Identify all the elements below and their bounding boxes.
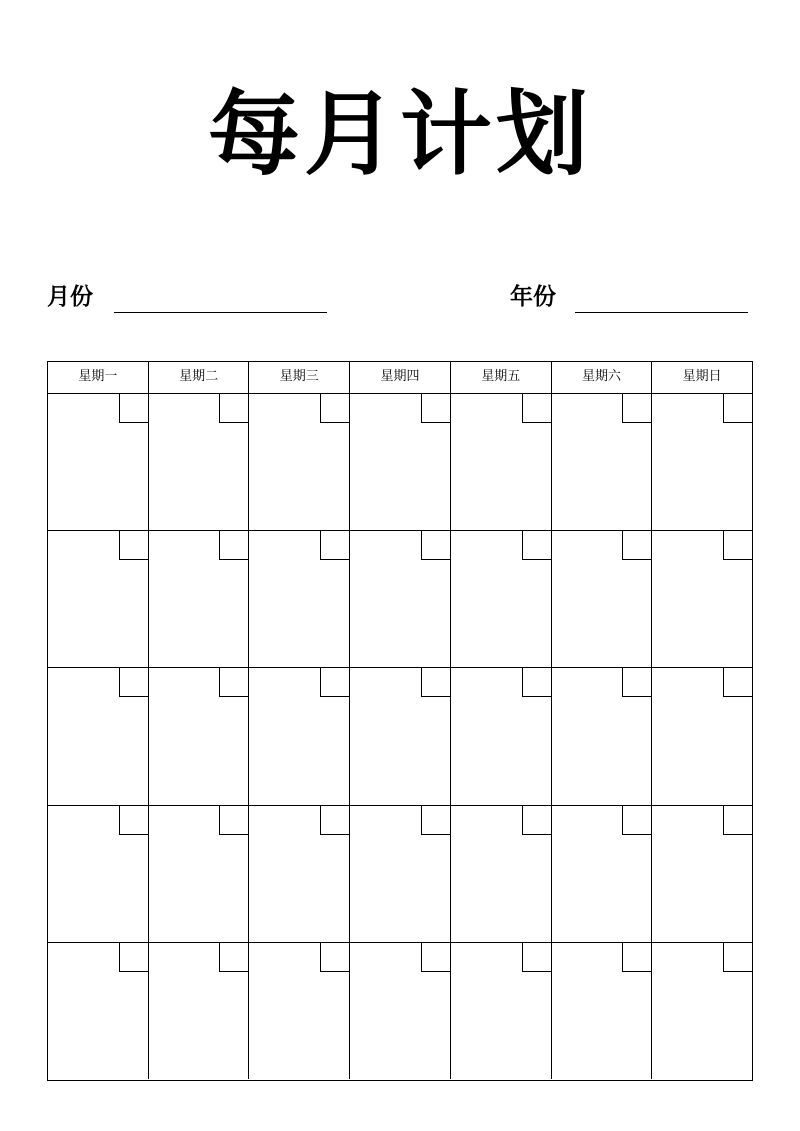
day-cell[interactable] (350, 668, 451, 804)
weekday-header: 星期日 (682, 369, 722, 384)
day-cell[interactable] (552, 943, 653, 1079)
date-number-box[interactable] (522, 943, 551, 972)
date-number-box[interactable] (119, 943, 148, 972)
day-cell[interactable] (48, 806, 149, 942)
date-number-box[interactable] (421, 943, 450, 972)
date-number-box[interactable] (723, 806, 752, 835)
day-cell[interactable] (48, 394, 149, 530)
date-number-box[interactable] (119, 394, 148, 423)
month-field[interactable] (114, 312, 327, 313)
week-row (48, 668, 752, 805)
date-number-box[interactable] (119, 806, 148, 835)
date-number-box[interactable] (622, 806, 651, 835)
day-cell[interactable] (451, 668, 552, 804)
day-cell[interactable] (48, 531, 149, 667)
date-number-box[interactable] (320, 394, 349, 423)
date-number-box[interactable] (723, 531, 752, 560)
weekday-header: 星期四 (350, 362, 451, 393)
weekday-header: 星期一 (48, 362, 149, 393)
day-cell[interactable] (552, 531, 653, 667)
weekday-header: 星期二 (149, 362, 250, 393)
date-number-box[interactable] (119, 531, 148, 560)
day-cell[interactable] (652, 668, 752, 804)
date-number-box[interactable] (522, 668, 551, 697)
month-label: 月份 (47, 284, 93, 310)
weekday-header: 星期三 (249, 362, 350, 393)
day-cell[interactable] (350, 806, 451, 942)
day-cell[interactable] (149, 943, 250, 1079)
day-cell[interactable] (249, 394, 350, 530)
day-cell[interactable] (451, 806, 552, 942)
day-cell[interactable] (652, 531, 752, 667)
date-number-box[interactable] (320, 531, 349, 560)
day-cell[interactable] (48, 668, 149, 804)
day-cell[interactable] (350, 531, 451, 667)
date-number-box[interactable] (421, 394, 450, 423)
day-cell[interactable] (552, 668, 653, 804)
day-cell[interactable] (652, 806, 752, 942)
date-number-box[interactable] (723, 394, 752, 423)
day-cell[interactable] (149, 668, 250, 804)
day-cell[interactable] (149, 394, 250, 530)
date-number-box[interactable] (622, 943, 651, 972)
day-cell[interactable] (350, 943, 451, 1079)
day-cell[interactable] (451, 394, 552, 530)
date-number-box[interactable] (219, 943, 248, 972)
date-number-box[interactable] (522, 531, 551, 560)
day-cell[interactable] (48, 943, 149, 1079)
calendar-body (48, 394, 752, 1079)
day-cell[interactable] (652, 394, 752, 530)
date-number-box[interactable] (320, 943, 349, 972)
week-row (48, 394, 752, 531)
monthly-calendar-grid (47, 361, 753, 1081)
day-cell[interactable] (149, 806, 250, 942)
day-cell[interactable] (451, 531, 552, 667)
date-number-box[interactable] (723, 943, 752, 972)
date-number-box[interactable] (219, 668, 248, 697)
date-number-box[interactable] (219, 531, 248, 560)
date-number-box[interactable] (622, 668, 651, 697)
day-cell[interactable] (149, 531, 250, 667)
year-label: 年份 (510, 284, 556, 310)
date-number-box[interactable] (622, 394, 651, 423)
week-row (48, 531, 752, 668)
weekday-header-row (48, 362, 752, 394)
date-number-box[interactable] (219, 394, 248, 423)
date-number-box[interactable] (723, 668, 752, 697)
weekday-header: 星期五 (451, 362, 552, 393)
date-number-box[interactable] (421, 806, 450, 835)
date-number-box[interactable] (421, 531, 450, 560)
day-cell[interactable] (552, 394, 653, 530)
day-cell[interactable] (249, 531, 350, 667)
date-number-box[interactable] (522, 806, 551, 835)
date-number-box[interactable] (421, 668, 450, 697)
date-number-box[interactable] (119, 668, 148, 697)
week-row (48, 806, 752, 943)
week-row (48, 943, 752, 1079)
date-number-box[interactable] (320, 668, 349, 697)
page-title: 每月计划 (207, 81, 592, 188)
date-number-box[interactable] (622, 531, 651, 560)
day-cell[interactable] (249, 668, 350, 804)
date-number-box[interactable] (219, 806, 248, 835)
day-cell[interactable] (249, 943, 350, 1079)
date-number-box[interactable] (522, 394, 551, 423)
day-cell[interactable] (652, 943, 752, 1079)
day-cell[interactable] (350, 394, 451, 530)
day-cell[interactable] (249, 806, 350, 942)
day-cell[interactable] (552, 806, 653, 942)
year-field[interactable] (575, 312, 748, 313)
day-cell[interactable] (451, 943, 552, 1079)
date-number-box[interactable] (320, 806, 349, 835)
weekday-header: 星期六 (552, 362, 653, 393)
